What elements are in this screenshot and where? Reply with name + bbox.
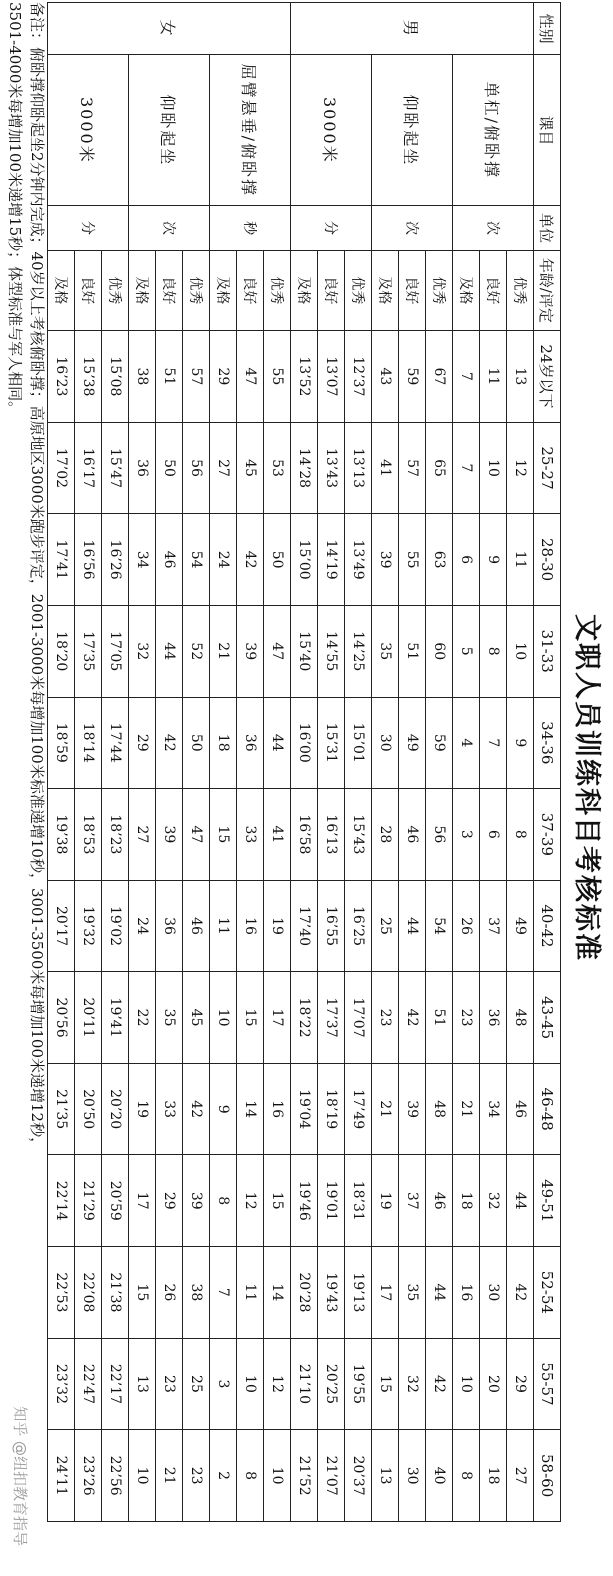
value-cell: 23’32 bbox=[48, 1338, 75, 1430]
value-cell: 22’17 bbox=[102, 1338, 129, 1430]
value-cell: 18 bbox=[453, 1155, 480, 1247]
rating-cell: 及格 bbox=[372, 250, 399, 331]
header-age: 46-48 bbox=[534, 1063, 561, 1155]
value-cell: 14’55 bbox=[318, 605, 345, 697]
rating-cell: 优秀 bbox=[264, 250, 291, 331]
value-cell: 32 bbox=[129, 605, 156, 697]
value-cell: 44 bbox=[399, 880, 426, 972]
value-cell: 22’53 bbox=[48, 1247, 75, 1339]
value-cell: 13’52 bbox=[291, 331, 318, 423]
value-cell: 17’35 bbox=[75, 605, 102, 697]
value-cell: 20’56 bbox=[48, 972, 75, 1064]
value-cell: 15’47 bbox=[102, 422, 129, 514]
value-cell: 15 bbox=[129, 1247, 156, 1339]
value-cell: 22’14 bbox=[48, 1155, 75, 1247]
table-row bbox=[426, 3, 453, 1522]
value-cell: 35 bbox=[372, 605, 399, 697]
rating-cell: 及格 bbox=[129, 250, 156, 331]
value-cell: 39 bbox=[372, 514, 399, 606]
table-body bbox=[48, 3, 534, 1522]
value-cell: 43 bbox=[372, 331, 399, 423]
value-cell: 17’37 bbox=[318, 972, 345, 1064]
value-cell: 48 bbox=[507, 972, 534, 1064]
value-cell: 13 bbox=[507, 331, 534, 423]
value-cell: 18’22 bbox=[291, 972, 318, 1064]
value-cell: 7 bbox=[210, 1247, 237, 1339]
value-cell: 15 bbox=[210, 789, 237, 881]
value-cell: 52 bbox=[183, 605, 210, 697]
value-cell: 57 bbox=[183, 331, 210, 423]
value-cell: 21 bbox=[372, 1063, 399, 1155]
value-cell: 14 bbox=[237, 1063, 264, 1155]
table-row bbox=[102, 3, 129, 1522]
unit-cell: 次 bbox=[453, 206, 534, 250]
rating-cell: 及格 bbox=[48, 250, 75, 331]
value-cell: 30 bbox=[372, 697, 399, 789]
value-cell: 28 bbox=[372, 789, 399, 881]
rating-cell: 及格 bbox=[210, 250, 237, 331]
value-cell: 14’28 bbox=[291, 422, 318, 514]
value-cell: 20’37 bbox=[345, 1430, 372, 1522]
value-cell: 29 bbox=[129, 697, 156, 789]
gender-cell: 男 bbox=[291, 3, 534, 55]
value-cell: 39 bbox=[237, 605, 264, 697]
value-cell: 19’46 bbox=[291, 1155, 318, 1247]
value-cell: 14’19 bbox=[318, 514, 345, 606]
value-cell: 16’23 bbox=[48, 331, 75, 423]
value-cell: 27 bbox=[210, 422, 237, 514]
value-cell: 34 bbox=[129, 514, 156, 606]
value-cell: 11 bbox=[210, 880, 237, 972]
value-cell: 29 bbox=[210, 331, 237, 423]
value-cell: 5 bbox=[453, 605, 480, 697]
value-cell: 12’37 bbox=[345, 331, 372, 423]
unit-cell: 秒 bbox=[210, 206, 291, 250]
value-cell: 13’13 bbox=[345, 422, 372, 514]
value-cell: 37 bbox=[480, 880, 507, 972]
value-cell: 9 bbox=[210, 1063, 237, 1155]
subject-cell: 屈臂悬垂/俯卧撑 bbox=[210, 55, 291, 206]
value-cell: 10 bbox=[480, 422, 507, 514]
value-cell: 17’02 bbox=[48, 422, 75, 514]
value-cell: 16’26 bbox=[102, 514, 129, 606]
value-cell: 16’56 bbox=[75, 514, 102, 606]
value-cell: 51 bbox=[426, 972, 453, 1064]
page-title: 文职人员训练科目考核标准 bbox=[571, 614, 602, 962]
value-cell: 15 bbox=[237, 972, 264, 1064]
value-cell: 59 bbox=[426, 697, 453, 789]
value-cell: 19’55 bbox=[345, 1338, 372, 1430]
header-age: 55-57 bbox=[534, 1338, 561, 1430]
value-cell: 36 bbox=[156, 880, 183, 972]
value-cell: 7 bbox=[453, 422, 480, 514]
value-cell: 17’49 bbox=[345, 1063, 372, 1155]
value-cell: 36 bbox=[129, 422, 156, 514]
header-age: 24岁以下 bbox=[534, 331, 561, 423]
value-cell: 47 bbox=[237, 331, 264, 423]
subject-cell: 仰卧起坐 bbox=[129, 55, 210, 206]
value-cell: 13’07 bbox=[318, 331, 345, 423]
value-cell: 23 bbox=[372, 972, 399, 1064]
subject-cell: 3000米 bbox=[291, 55, 372, 206]
table-row bbox=[507, 3, 534, 1522]
value-cell: 18’20 bbox=[48, 605, 75, 697]
value-cell: 18’31 bbox=[345, 1155, 372, 1247]
value-cell: 7 bbox=[453, 331, 480, 423]
value-cell: 19’02 bbox=[102, 880, 129, 972]
value-cell: 19 bbox=[129, 1063, 156, 1155]
value-cell: 16’55 bbox=[318, 880, 345, 972]
table-row bbox=[345, 3, 372, 1522]
value-cell: 17 bbox=[372, 1247, 399, 1339]
value-cell: 17’44 bbox=[102, 697, 129, 789]
value-cell: 51 bbox=[156, 331, 183, 423]
value-cell: 21’07 bbox=[318, 1430, 345, 1522]
value-cell: 11 bbox=[237, 1247, 264, 1339]
subject-cell: 单杠/俯卧撑 bbox=[453, 55, 534, 206]
footnote-line: 备注：俯卧撑仰卧起坐2分钟内完成；40岁以上考核俯卧撑；高原地区3000米跑步评定，2001-3000米每增加100米标准递增10秒，3001-3500米每增加100米递增12秒， bbox=[28, 2, 46, 1153]
value-cell: 26 bbox=[453, 880, 480, 972]
rating-cell: 及格 bbox=[453, 250, 480, 331]
value-cell: 16 bbox=[237, 880, 264, 972]
value-cell: 20’25 bbox=[318, 1338, 345, 1430]
value-cell: 40 bbox=[426, 1430, 453, 1522]
value-cell: 8 bbox=[507, 789, 534, 881]
value-cell: 20’50 bbox=[75, 1063, 102, 1155]
value-cell: 46 bbox=[156, 514, 183, 606]
value-cell: 44 bbox=[264, 697, 291, 789]
rating-cell: 优秀 bbox=[345, 250, 372, 331]
value-cell: 47 bbox=[264, 605, 291, 697]
value-cell: 2 bbox=[210, 1430, 237, 1522]
value-cell: 60 bbox=[426, 605, 453, 697]
value-cell: 19 bbox=[372, 1155, 399, 1247]
value-cell: 15’43 bbox=[345, 789, 372, 881]
value-cell: 46 bbox=[507, 1063, 534, 1155]
value-cell: 20 bbox=[480, 1338, 507, 1430]
value-cell: 20’20 bbox=[102, 1063, 129, 1155]
value-cell: 16’00 bbox=[291, 697, 318, 789]
value-cell: 18 bbox=[210, 697, 237, 789]
rating-cell: 良好 bbox=[237, 250, 264, 331]
rating-cell: 及格 bbox=[291, 250, 318, 331]
value-cell: 20’17 bbox=[48, 880, 75, 972]
value-cell: 18’59 bbox=[48, 697, 75, 789]
value-cell: 18’23 bbox=[102, 789, 129, 881]
value-cell: 65 bbox=[426, 422, 453, 514]
value-cell: 21’38 bbox=[102, 1247, 129, 1339]
value-cell: 24 bbox=[210, 514, 237, 606]
value-cell: 35 bbox=[156, 972, 183, 1064]
value-cell: 32 bbox=[399, 1338, 426, 1430]
value-cell: 47 bbox=[183, 789, 210, 881]
value-cell: 50 bbox=[264, 514, 291, 606]
value-cell: 12 bbox=[264, 1338, 291, 1430]
value-cell: 41 bbox=[372, 422, 399, 514]
value-cell: 56 bbox=[426, 789, 453, 881]
value-cell: 4 bbox=[453, 697, 480, 789]
value-cell: 37 bbox=[399, 1155, 426, 1247]
header-age: 34-36 bbox=[534, 697, 561, 789]
value-cell: 8 bbox=[453, 1430, 480, 1522]
rating-cell: 良好 bbox=[480, 250, 507, 331]
value-cell: 45 bbox=[237, 422, 264, 514]
value-cell: 42 bbox=[237, 514, 264, 606]
value-cell: 21’29 bbox=[75, 1155, 102, 1247]
value-cell: 11 bbox=[480, 331, 507, 423]
value-cell: 63 bbox=[426, 514, 453, 606]
value-cell: 49 bbox=[399, 697, 426, 789]
value-cell: 13’43 bbox=[318, 422, 345, 514]
subject-cell: 仰卧起坐 bbox=[372, 55, 453, 206]
value-cell: 19’38 bbox=[48, 789, 75, 881]
header-age: 40-42 bbox=[534, 880, 561, 972]
value-cell: 54 bbox=[426, 880, 453, 972]
value-cell: 38 bbox=[183, 1247, 210, 1339]
value-cell: 19’13 bbox=[345, 1247, 372, 1339]
value-cell: 15 bbox=[264, 1155, 291, 1247]
unit-cell: 分 bbox=[48, 206, 129, 250]
value-cell: 18’19 bbox=[318, 1063, 345, 1155]
value-cell: 13 bbox=[129, 1338, 156, 1430]
value-cell: 21’35 bbox=[48, 1063, 75, 1155]
value-cell: 55 bbox=[399, 514, 426, 606]
value-cell: 15’40 bbox=[291, 605, 318, 697]
rating-cell: 良好 bbox=[318, 250, 345, 331]
value-cell: 22’47 bbox=[75, 1338, 102, 1430]
value-cell: 29 bbox=[507, 1338, 534, 1430]
value-cell: 32 bbox=[480, 1155, 507, 1247]
value-cell: 15 bbox=[372, 1338, 399, 1430]
value-cell: 18’53 bbox=[75, 789, 102, 881]
value-cell: 24’11 bbox=[48, 1430, 75, 1522]
value-cell: 19’01 bbox=[318, 1155, 345, 1247]
header-row bbox=[534, 3, 561, 1522]
value-cell: 44 bbox=[156, 605, 183, 697]
value-cell: 46 bbox=[183, 880, 210, 972]
value-cell: 24 bbox=[129, 880, 156, 972]
value-cell: 22’56 bbox=[102, 1430, 129, 1522]
value-cell: 56 bbox=[183, 422, 210, 514]
value-cell: 41 bbox=[264, 789, 291, 881]
header-age: 37-39 bbox=[534, 789, 561, 881]
value-cell: 35 bbox=[399, 1247, 426, 1339]
rating-cell: 优秀 bbox=[102, 250, 129, 331]
value-cell: 9 bbox=[507, 697, 534, 789]
value-cell: 16 bbox=[453, 1247, 480, 1339]
value-cell: 6 bbox=[480, 789, 507, 881]
value-cell: 17’05 bbox=[102, 605, 129, 697]
value-cell: 17 bbox=[129, 1155, 156, 1247]
value-cell: 59 bbox=[399, 331, 426, 423]
value-cell: 48 bbox=[426, 1063, 453, 1155]
value-cell: 3 bbox=[210, 1338, 237, 1430]
header-age: 25-27 bbox=[534, 422, 561, 514]
value-cell: 42 bbox=[156, 697, 183, 789]
header-subject: 课目 bbox=[534, 55, 561, 206]
value-cell: 16’13 bbox=[318, 789, 345, 881]
value-cell: 39 bbox=[156, 789, 183, 881]
value-cell: 11 bbox=[507, 514, 534, 606]
value-cell: 27 bbox=[129, 789, 156, 881]
rating-cell: 优秀 bbox=[183, 250, 210, 331]
value-cell: 20’11 bbox=[75, 972, 102, 1064]
value-cell: 15’31 bbox=[318, 697, 345, 789]
value-cell: 14 bbox=[264, 1247, 291, 1339]
value-cell: 10 bbox=[237, 1338, 264, 1430]
value-cell: 16’17 bbox=[75, 422, 102, 514]
value-cell: 8 bbox=[480, 605, 507, 697]
value-cell: 19’43 bbox=[318, 1247, 345, 1339]
value-cell: 10 bbox=[210, 972, 237, 1064]
value-cell: 12 bbox=[507, 422, 534, 514]
value-cell: 26 bbox=[156, 1247, 183, 1339]
value-cell: 18 bbox=[480, 1430, 507, 1522]
value-cell: 16 bbox=[264, 1063, 291, 1155]
value-cell: 29 bbox=[156, 1155, 183, 1247]
value-cell: 16’25 bbox=[345, 880, 372, 972]
value-cell: 46 bbox=[426, 1155, 453, 1247]
value-cell: 33 bbox=[156, 1063, 183, 1155]
value-cell: 44 bbox=[507, 1155, 534, 1247]
unit-cell: 次 bbox=[372, 206, 453, 250]
value-cell: 7 bbox=[480, 697, 507, 789]
header-age: 43-45 bbox=[534, 972, 561, 1064]
value-cell: 14’25 bbox=[345, 605, 372, 697]
value-cell: 25 bbox=[372, 880, 399, 972]
value-cell: 42 bbox=[399, 972, 426, 1064]
value-cell: 46 bbox=[399, 789, 426, 881]
header-gender: 性别 bbox=[534, 3, 561, 55]
value-cell: 21 bbox=[210, 605, 237, 697]
value-cell: 17’07 bbox=[345, 972, 372, 1064]
unit-cell: 分 bbox=[291, 206, 372, 250]
value-cell: 51 bbox=[399, 605, 426, 697]
value-cell: 33 bbox=[237, 789, 264, 881]
value-cell: 39 bbox=[399, 1063, 426, 1155]
value-cell: 15’38 bbox=[75, 331, 102, 423]
value-cell: 54 bbox=[183, 514, 210, 606]
value-cell: 22’08 bbox=[75, 1247, 102, 1339]
value-cell: 45 bbox=[183, 972, 210, 1064]
value-cell: 20’28 bbox=[291, 1247, 318, 1339]
value-cell: 55 bbox=[264, 331, 291, 423]
subject-cell: 3000米 bbox=[48, 55, 129, 206]
rating-cell: 优秀 bbox=[426, 250, 453, 331]
header-age: 28-30 bbox=[534, 514, 561, 606]
value-cell: 50 bbox=[156, 422, 183, 514]
value-cell: 30 bbox=[480, 1247, 507, 1339]
table-row bbox=[183, 3, 210, 1522]
value-cell: 8 bbox=[237, 1430, 264, 1522]
value-cell: 17’40 bbox=[291, 880, 318, 972]
value-cell: 13’49 bbox=[345, 514, 372, 606]
value-cell: 30 bbox=[399, 1430, 426, 1522]
value-cell: 23’26 bbox=[75, 1430, 102, 1522]
value-cell: 10 bbox=[507, 605, 534, 697]
value-cell: 15’08 bbox=[102, 331, 129, 423]
value-cell: 9 bbox=[480, 514, 507, 606]
value-cell: 10 bbox=[453, 1338, 480, 1430]
value-cell: 21 bbox=[156, 1430, 183, 1522]
value-cell: 17’41 bbox=[48, 514, 75, 606]
value-cell: 44 bbox=[426, 1247, 453, 1339]
value-cell: 36 bbox=[480, 972, 507, 1064]
value-cell: 8 bbox=[210, 1155, 237, 1247]
value-cell: 42 bbox=[426, 1338, 453, 1430]
value-cell: 20’59 bbox=[102, 1155, 129, 1247]
value-cell: 16’58 bbox=[291, 789, 318, 881]
value-cell: 21 bbox=[453, 1063, 480, 1155]
unit-cell: 次 bbox=[129, 206, 210, 250]
header-age-rating: 年龄/评定 bbox=[534, 250, 561, 331]
value-cell: 57 bbox=[399, 422, 426, 514]
value-cell: 38 bbox=[129, 331, 156, 423]
value-cell: 67 bbox=[426, 331, 453, 423]
value-cell: 25 bbox=[183, 1338, 210, 1430]
footnote-line: 3501-4000米每增加100米递增15秒；体型标准与军人相同。 bbox=[6, 2, 24, 417]
rating-cell: 良好 bbox=[399, 250, 426, 331]
footnote bbox=[4, 2, 48, 1562]
value-cell: 23 bbox=[183, 1430, 210, 1522]
value-cell: 23 bbox=[156, 1338, 183, 1430]
standards-table bbox=[47, 2, 561, 1522]
value-cell: 53 bbox=[264, 422, 291, 514]
value-cell: 21’52 bbox=[291, 1430, 318, 1522]
value-cell: 17 bbox=[264, 972, 291, 1064]
value-cell: 13 bbox=[372, 1430, 399, 1522]
value-cell: 12 bbox=[237, 1155, 264, 1247]
value-cell: 6 bbox=[453, 514, 480, 606]
rating-cell: 优秀 bbox=[507, 250, 534, 331]
value-cell: 19’32 bbox=[75, 880, 102, 972]
watermark: 知乎 @纽扣教育指导 bbox=[11, 1406, 29, 1546]
value-cell: 10 bbox=[129, 1430, 156, 1522]
value-cell: 39 bbox=[183, 1155, 210, 1247]
value-cell: 27 bbox=[507, 1430, 534, 1522]
value-cell: 22 bbox=[129, 972, 156, 1064]
value-cell: 23 bbox=[453, 972, 480, 1064]
header-age: 49-51 bbox=[534, 1155, 561, 1247]
value-cell: 19 bbox=[264, 880, 291, 972]
value-cell: 49 bbox=[507, 880, 534, 972]
value-cell: 19’41 bbox=[102, 972, 129, 1064]
value-cell: 15’00 bbox=[291, 514, 318, 606]
header-unit: 单位 bbox=[534, 206, 561, 250]
rating-cell: 良好 bbox=[156, 250, 183, 331]
value-cell: 36 bbox=[237, 697, 264, 789]
value-cell: 34 bbox=[480, 1063, 507, 1155]
value-cell: 18’14 bbox=[75, 697, 102, 789]
header-age: 58-60 bbox=[534, 1430, 561, 1522]
value-cell: 21’10 bbox=[291, 1338, 318, 1430]
value-cell: 15’01 bbox=[345, 697, 372, 789]
value-cell: 50 bbox=[183, 697, 210, 789]
header-age: 31-33 bbox=[534, 605, 561, 697]
gender-cell: 女 bbox=[48, 3, 291, 55]
value-cell: 10 bbox=[264, 1430, 291, 1522]
value-cell: 19’04 bbox=[291, 1063, 318, 1155]
value-cell: 42 bbox=[183, 1063, 210, 1155]
header-age: 52-54 bbox=[534, 1247, 561, 1339]
rating-cell: 良好 bbox=[75, 250, 102, 331]
value-cell: 42 bbox=[507, 1247, 534, 1339]
table-row bbox=[264, 3, 291, 1522]
value-cell: 3 bbox=[453, 789, 480, 881]
